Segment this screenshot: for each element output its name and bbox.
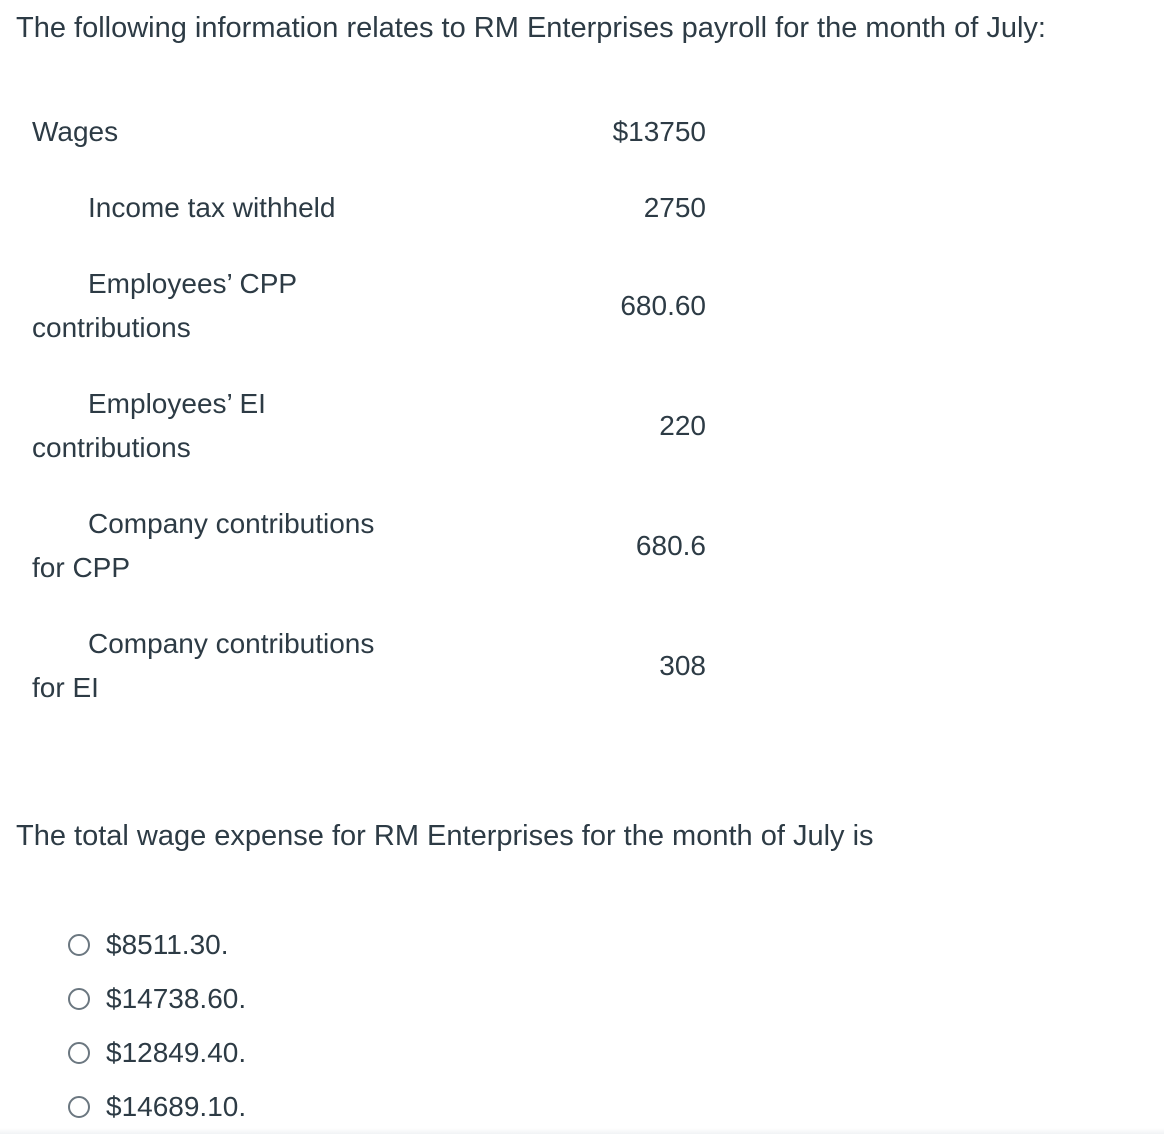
row-label-text: Income tax withheld [88, 192, 336, 223]
row-label [32, 382, 432, 470]
row-label-text: Company contributions [88, 628, 375, 659]
row-label [32, 110, 432, 154]
answer-option-2[interactable] [68, 972, 246, 1026]
row-label [32, 502, 432, 590]
intro-text: The following information relates to RM Enterprises payroll for the month of July: [16, 12, 1046, 44]
row-label-continuation: contributions [32, 312, 191, 343]
row-value: 308 [659, 650, 706, 681]
answer-label: $12849.40. [106, 1037, 247, 1068]
answer-option-3[interactable] [68, 1026, 246, 1080]
answer-option-4[interactable] [68, 1080, 246, 1134]
row-label [32, 622, 432, 710]
answer-options [68, 918, 246, 1134]
row-label-text: Company contributions [88, 508, 375, 539]
bottom-divider [0, 1128, 1164, 1134]
row-label-text: Wages [32, 116, 119, 147]
radio-button-icon[interactable] [68, 1042, 90, 1064]
question-text: The total wage expense for RM Enterprises for the month of July is [16, 820, 874, 852]
row-value: 220 [659, 410, 706, 441]
answer-label: $8511.30. [106, 929, 229, 960]
row-label-text: Employees’ CPP [88, 268, 298, 299]
row-value: 2750 [643, 192, 706, 223]
answer-option-1[interactable] [68, 918, 246, 972]
row-label [32, 186, 432, 230]
row-label-text: Employees’ EI [88, 388, 266, 419]
radio-button-icon[interactable] [68, 988, 90, 1010]
row-label [32, 262, 432, 350]
row-label-continuation: for CPP [32, 552, 131, 583]
row-value: 680.6 [635, 530, 706, 561]
row-label-continuation: for EI [32, 672, 99, 703]
row-label-continuation: contributions [32, 432, 191, 463]
answer-label: $14738.60. [106, 983, 247, 1014]
radio-button-icon[interactable] [68, 1096, 90, 1118]
answer-label: $14689.10. [106, 1091, 247, 1122]
row-value: $13750 [612, 116, 706, 147]
row-value: 680.60 [620, 290, 706, 321]
radio-button-icon[interactable] [68, 934, 90, 956]
